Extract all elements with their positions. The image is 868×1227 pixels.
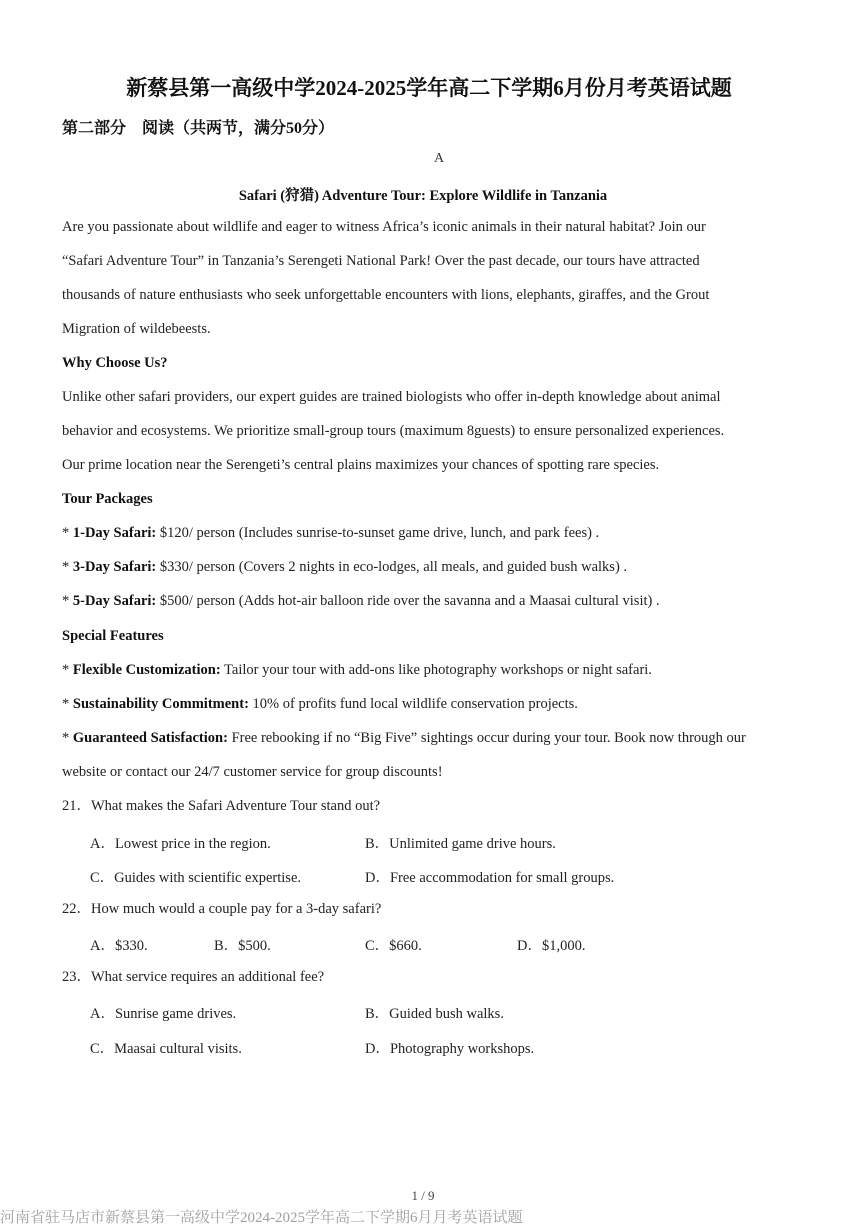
feature-item bbox=[62, 695, 578, 713]
option-a[interactable]: A．$330. bbox=[90, 938, 148, 954]
bullet: * bbox=[62, 559, 73, 575]
option-a[interactable]: A．Lowest price in the region. bbox=[90, 836, 271, 852]
bullet: * bbox=[62, 525, 73, 541]
option-d[interactable]: D．$1,000. bbox=[517, 938, 586, 954]
package-name: 5-Day Safari: bbox=[72, 593, 157, 609]
option-d[interactable]: D．Free accommodation for small groups. bbox=[365, 870, 615, 886]
feature-name: Flexible Customization: bbox=[72, 662, 221, 678]
option-b[interactable]: B．$500. bbox=[214, 938, 271, 954]
exam-title: 新蔡县第一高级中学2024-2025学年高二下学期6月份月考英语试题 bbox=[126, 76, 732, 100]
why-heading: Why Choose Us? bbox=[62, 355, 168, 371]
packages-heading: Tour Packages bbox=[62, 491, 153, 507]
package-name: 1-Day Safari: bbox=[72, 525, 157, 541]
bullet: * bbox=[62, 662, 73, 678]
page-number: 1 / 9 bbox=[411, 1188, 435, 1203]
package-text: $120/ person (Includes sunrise-to-sunset game drive, lunch, and park fees) . bbox=[156, 525, 600, 541]
feature-item bbox=[62, 661, 652, 679]
feature-text: Free rebooking if no “Big Five” sightings occur during your tour. Book now through our bbox=[227, 730, 746, 746]
option-d[interactable]: D．Photography workshops. bbox=[365, 1041, 535, 1057]
intro-line: Are you passionate about wildlife and eager to witness Africa’s iconic animals in their natural habitat? Join our bbox=[62, 219, 706, 235]
bullet: * bbox=[62, 730, 73, 746]
package-text: $500/ person (Adds hot-air balloon ride over the savanna and a Maasai cultural visit) . bbox=[156, 593, 660, 609]
feature-text: 10% of profits fund local wildlife conservation projects. bbox=[248, 696, 578, 712]
option-a[interactable]: A．Sunrise game drives. bbox=[90, 1006, 237, 1022]
passage-title: Safari (狩猎) Adventure Tour: Explore Wildlife in Tanzania bbox=[238, 188, 608, 204]
intro-line: thousands of nature enthusiasts who seek unforgettable encounters with lions, elephants, giraffes, and the Grout bbox=[62, 287, 710, 303]
bullet: * bbox=[62, 593, 73, 609]
passage-letter: A bbox=[433, 151, 445, 166]
feature-item bbox=[62, 729, 746, 747]
option-b[interactable]: B．Guided bush walks. bbox=[365, 1006, 504, 1022]
option-c[interactable]: C．Maasai cultural visits. bbox=[90, 1041, 242, 1057]
option-c[interactable]: C．Guides with scientific expertise. bbox=[90, 870, 302, 886]
feature-name: Sustainability Commitment: bbox=[72, 696, 249, 712]
feature-name: Guaranteed Satisfaction: bbox=[72, 730, 228, 746]
intro-line: Migration of wildebeests. bbox=[62, 321, 211, 337]
package-name: 3-Day Safari: bbox=[72, 559, 157, 575]
question-stem: 21．What makes the Safari Adventure Tour stand out? bbox=[62, 798, 381, 814]
features-heading: Special Features bbox=[62, 628, 164, 644]
package-item bbox=[62, 524, 599, 542]
why-line: Our prime location near the Serengeti’s central plains maximizes your chances of spotting rare species. bbox=[62, 457, 660, 473]
option-c[interactable]: C．$660. bbox=[365, 938, 422, 954]
question-stem: 23．What service requires an additional fee? bbox=[62, 969, 325, 985]
why-line: Unlike other safari providers, our expert guides are trained biologists who offer in-depth knowledge about animal bbox=[62, 389, 721, 405]
intro-line: “Safari Adventure Tour” in Tanzania’s Serengeti National Park! Over the past decade, our tours have attracted bbox=[62, 253, 700, 269]
option-b[interactable]: B．Unlimited game drive hours. bbox=[365, 836, 556, 852]
feature-text: Tailor your tour with add-ons like photography workshops or night safari. bbox=[220, 662, 652, 678]
package-item bbox=[62, 558, 627, 576]
footer-watermark: 河南省驻马店市新蔡县第一高级中学2024-2025学年高二下学期6月月考英语试题 bbox=[0, 1210, 523, 1226]
why-line: behavior and ecosystems. We prioritize small-group tours (maximum 8guests) to ensure personalized experiences. bbox=[62, 423, 725, 439]
question-stem: 22．How much would a couple pay for a 3-day safari? bbox=[62, 901, 382, 917]
bullet: * bbox=[62, 696, 73, 712]
section-heading: 第二部分 阅读（共两节，满分50分） bbox=[62, 120, 335, 137]
package-text: $330/ person (Covers 2 nights in eco-lodges, all meals, and guided bush walks) . bbox=[156, 559, 628, 575]
feature-continuation: website or contact our 24/7 customer service for group discounts! bbox=[62, 764, 443, 780]
package-item bbox=[62, 592, 660, 610]
